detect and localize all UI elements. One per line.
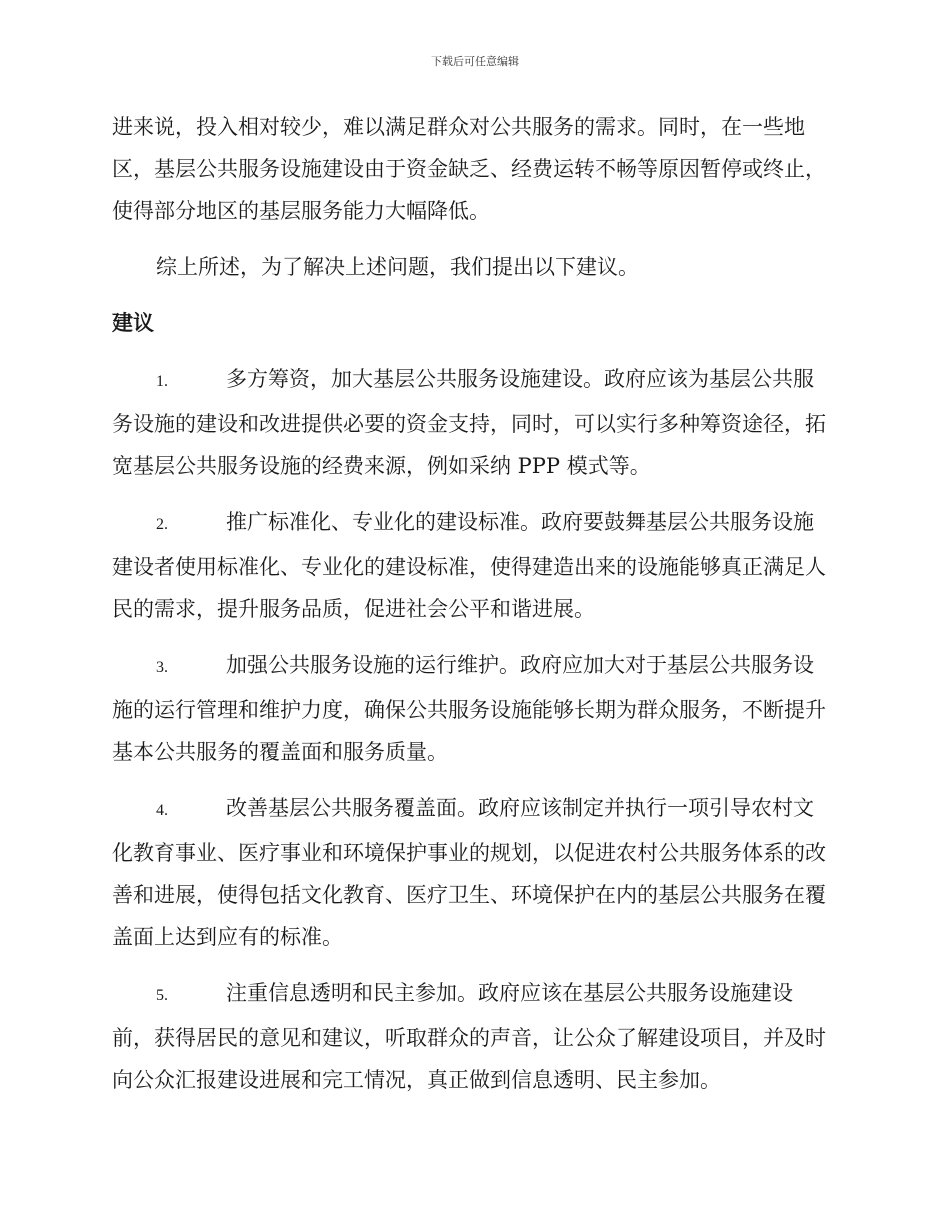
list-item-text: 注重信息透明和民主参加。政府应该在基层公共服务设施建设前，获得居民的意见和建议，听取群众的声音，让公众了解建设项目，并及时向公众汇报建设进展和完工情况，真正做到信息透明、民主参加。 — [112, 981, 826, 1092]
list-item-text: 改善基层公共服务覆盖面。政府应该制定并执行一项引导农村文化教育事业、医疗事业和环境保护事业的规划，以促进农村公共服务体系的改善和进展，使得包括文化教育、医疗卫生、环境保护在内的基层公共服务在覆盖面上达到应有的标准。 — [112, 796, 826, 949]
paragraph-continuation: 进来说，投入相对较少，难以满足群众对公共服务的需求。同时，在一些地区，基层公共服务设施建设由于资金缺乏、经费运转不畅等原因暂停或终止，使得部分地区的基层服务能力大幅降低。 — [112, 115, 826, 223]
list-item-text: 多方筹资，加大基层公共服务设施建设。政府应该为基层公共服务设施的建设和改进提供必要的资金支持，同时，可以实行多种筹资途径，拓宽基层公共服务设施的经费来源，例如采纳 PPP 模式等。 — [112, 367, 826, 478]
list-item-number: 5. — [156, 987, 168, 1004]
list-item — [112, 358, 834, 487]
list-item-number: 3. — [156, 659, 168, 676]
page-header: 下载后可任意编辑 — [431, 55, 519, 68]
list-item — [112, 972, 834, 1101]
list-item — [112, 501, 834, 630]
list-item — [112, 644, 834, 773]
section-heading: 建议 — [112, 310, 154, 335]
list-item-number: 1. — [156, 373, 168, 390]
list-item-text: 推广标准化、专业化的建设标准。政府要鼓舞基层公共服务设施建设者使用标准化、专业化的建设标准，使得建造出来的设施能够真正满足人民的需求，提升服务品质，促进社会公平和谐进展。 — [112, 510, 826, 621]
list-item-number: 2. — [156, 516, 168, 533]
document-body — [112, 106, 834, 1115]
list-item — [112, 787, 834, 958]
paragraph-summary: 综上所述，为了解决上述问题，我们提出以下建议。 — [156, 255, 639, 279]
list-item-text: 加强公共服务设施的运行维护。政府应加大对于基层公共服务设施的运行管理和维护力度，确保公共服务设施能够长期为群众服务，不断提升基本公共服务的覆盖面和服务质量。 — [112, 653, 826, 764]
list-item-number: 4. — [156, 802, 168, 819]
